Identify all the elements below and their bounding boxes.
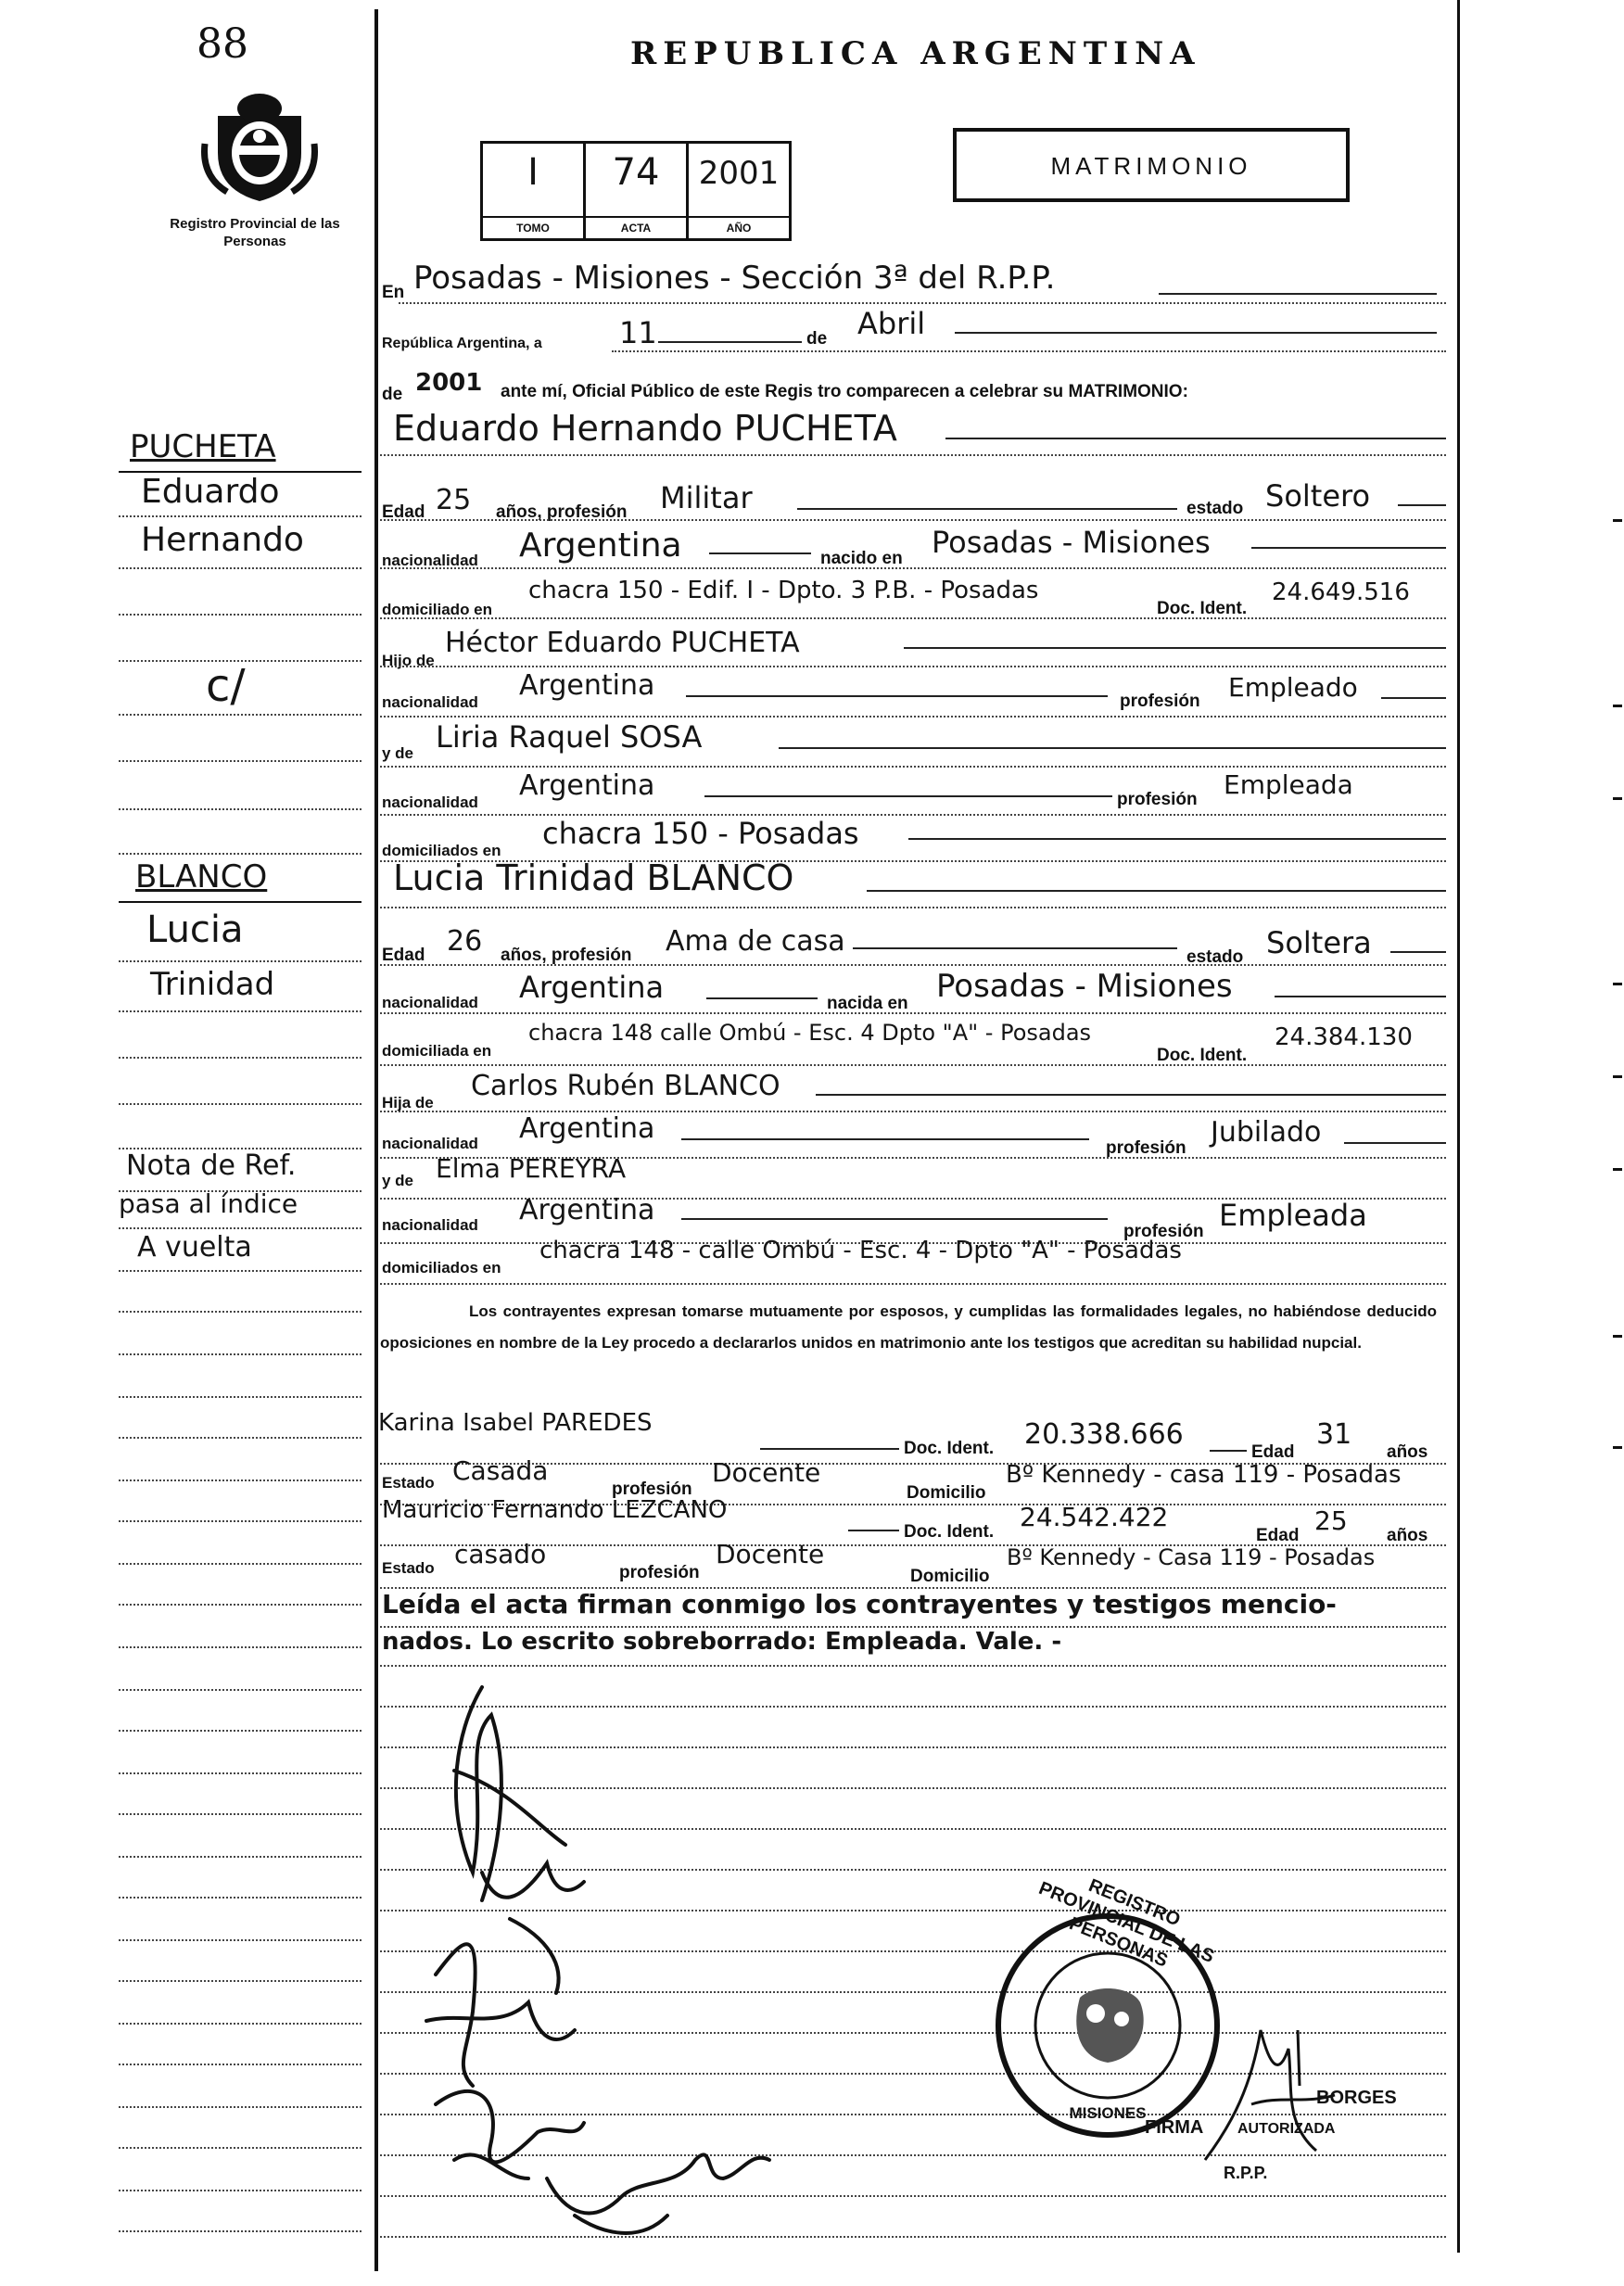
dotted-line xyxy=(380,766,1446,768)
label-edad: Edad xyxy=(382,502,425,522)
witness-2-domicilio: Bº Kennedy - Casa 119 - Posadas xyxy=(1007,1544,1376,1570)
left-margin-rule xyxy=(374,9,378,2271)
margin-rule xyxy=(119,1057,362,1059)
witness-1-name: Karina Isabel PAREDES xyxy=(378,1409,653,1437)
margin-note-1: Nota de Ref. xyxy=(126,1149,297,1182)
bride-parents-domicilio: chacra 148 - calle Ombú - Esc. 4 - Dpto "A" - Posadas xyxy=(539,1237,1182,1264)
dotted-line xyxy=(380,567,1446,569)
acta-cell xyxy=(586,144,689,238)
dotted-line xyxy=(399,302,1446,304)
dotted-line xyxy=(380,814,1446,816)
seal-inner-text: MISIONES xyxy=(1069,2104,1147,2122)
margin-rule xyxy=(119,614,362,616)
margin-rule xyxy=(119,1480,362,1481)
label-nacionalidad: nacionalidad xyxy=(382,994,478,1011)
label-edad: Edad xyxy=(1256,1526,1300,1545)
edge-tick xyxy=(1613,519,1622,522)
margin-rule xyxy=(119,1103,362,1105)
dash xyxy=(1275,996,1446,997)
label-domicilio: Domicilio xyxy=(907,1483,986,1503)
dash xyxy=(1159,293,1437,295)
margin-bride-surname: BLANCO xyxy=(135,858,268,895)
margin-rule xyxy=(119,2106,362,2108)
dotted-line xyxy=(380,454,1446,456)
label-republica: República Argentina, a xyxy=(382,336,542,351)
bride-full-name: Lucia Trinidad BLANCO xyxy=(393,857,794,898)
bride-nacida-en: Posadas - Misiones xyxy=(936,968,1233,1005)
margin-rule xyxy=(119,1939,362,1941)
label-hija-de: Hija de xyxy=(382,1094,434,1111)
tomo-value: I xyxy=(527,151,539,194)
label-en: En xyxy=(382,283,405,302)
ano-value: 2001 xyxy=(698,155,780,192)
right-margin-rule xyxy=(1457,0,1460,2253)
margin-bride-given2: Trinidad xyxy=(150,966,275,1003)
label-estado: estado xyxy=(1186,499,1244,518)
groom-mother: Liria Raquel SOSA xyxy=(436,719,703,755)
label-nacionalidad: nacionalidad xyxy=(382,693,478,711)
bride-mother-profesion: Empleada xyxy=(1219,1198,1367,1233)
dotted-line xyxy=(380,716,1446,718)
dotted-line xyxy=(380,964,1446,966)
document-title: REPUBLICA ARGENTINA xyxy=(630,35,1201,72)
margin-rule xyxy=(119,1563,362,1565)
label-domiciliados: domiciliados en xyxy=(382,842,501,859)
witness-1-estado: Casada xyxy=(452,1455,549,1486)
witness-1-domicilio: Bº Kennedy - casa 119 - Posadas xyxy=(1006,1461,1402,1489)
bride-edad: 26 xyxy=(447,925,483,958)
dash xyxy=(1398,504,1446,506)
act-type-box xyxy=(953,128,1350,202)
bride-father: Carlos Rubén BLANCO xyxy=(471,1070,780,1102)
label-anos: años xyxy=(1387,1526,1428,1545)
margin-rule xyxy=(119,1227,362,1229)
label-y-de: y de xyxy=(382,744,414,762)
dash xyxy=(706,997,818,999)
margin-rule xyxy=(119,2023,362,2025)
groom-father: Héctor Eduardo PUCHETA xyxy=(445,627,800,659)
groom-full-name: Eduardo Hernando PUCHETA xyxy=(393,408,897,449)
dash xyxy=(1344,1142,1446,1144)
bride-nacionalidad: Argentina xyxy=(519,970,665,1005)
edge-tick xyxy=(1613,1335,1622,1338)
margin-rule xyxy=(119,1730,362,1732)
dash xyxy=(904,647,1446,649)
reference-box xyxy=(480,141,792,241)
edge-tick xyxy=(1613,983,1622,985)
place: Posadas - Misiones - Sección 3ª del R.P.P. xyxy=(413,260,1056,297)
label-edad: Edad xyxy=(382,946,425,965)
margin-rule xyxy=(119,1604,362,1606)
margin-rule xyxy=(119,2190,362,2191)
acta-label: ACTA xyxy=(586,216,686,238)
dotted-line xyxy=(380,617,1446,619)
label-profesion: profesión xyxy=(1117,790,1198,809)
page-number: 88 xyxy=(197,20,248,68)
dotted-line xyxy=(380,519,1446,521)
dash xyxy=(709,552,811,554)
margin-rule xyxy=(119,960,362,962)
margin-rule xyxy=(119,1856,362,1858)
witness-2-profesion: Docente xyxy=(716,1539,825,1569)
label-doc: Doc. Ident. xyxy=(1157,599,1248,618)
dash xyxy=(1381,697,1446,699)
edge-tick xyxy=(1613,1168,1622,1171)
groom-doc: 24.649.516 xyxy=(1272,578,1410,606)
label-de: de xyxy=(806,329,828,349)
witness-2-doc: 24.542.422 xyxy=(1020,1502,1169,1532)
label-anos-profesion: años, profesión xyxy=(496,502,628,522)
registry-name: Registro Provincial de las Personas xyxy=(170,216,340,249)
margin-rule xyxy=(119,1980,362,1982)
margin-rule xyxy=(119,1396,362,1398)
margin-bride-given1: Lucia xyxy=(146,908,244,951)
edge-tick xyxy=(1613,797,1622,800)
day: 11 xyxy=(619,315,657,350)
label-doc: Doc. Ident. xyxy=(904,1439,995,1458)
dash xyxy=(686,695,1108,697)
margin-rule xyxy=(119,567,362,569)
month: Abril xyxy=(857,306,926,341)
label-domiciliados: domiciliados en xyxy=(382,1259,501,1276)
dotted-line xyxy=(380,1012,1446,1014)
label-nacionalidad: nacionalidad xyxy=(382,552,478,569)
groom-edad: 25 xyxy=(436,484,472,516)
groom-nacido-en: Posadas - Misiones xyxy=(932,525,1211,560)
groom-profesion: Militar xyxy=(660,480,753,515)
label-estado: estado xyxy=(1186,947,1244,967)
official-line-1: FIRMA xyxy=(1145,2117,1204,2138)
margin-note-2: pasa al índice xyxy=(119,1188,298,1219)
margin-rule xyxy=(119,808,362,810)
dash xyxy=(704,795,1112,797)
groom-parents-domicilio: chacra 150 - Posadas xyxy=(542,816,859,851)
label-domiciliado: domiciliado en xyxy=(382,601,493,618)
dash xyxy=(681,1138,1089,1140)
label-profesion: profesión xyxy=(1106,1138,1186,1158)
margin-groom-surname: PUCHETA xyxy=(130,428,276,465)
label-nacionalidad: nacionalidad xyxy=(382,794,478,811)
margin-rule xyxy=(119,1897,362,1899)
dotted-line xyxy=(380,666,1446,667)
signatures xyxy=(399,1659,1047,2253)
margin-rule xyxy=(119,1772,362,1774)
dash xyxy=(681,1218,1108,1220)
margin-rule xyxy=(119,1311,362,1313)
edge-tick xyxy=(1613,1075,1622,1078)
edge-tick xyxy=(1613,705,1622,707)
label-profesion: profesión xyxy=(612,1480,692,1499)
bride-mother: Elma PEREYRA xyxy=(436,1153,627,1184)
year: 2001 xyxy=(415,369,483,397)
dash xyxy=(1251,547,1446,549)
dash xyxy=(1390,951,1446,953)
label-nacida: nacida en xyxy=(827,994,908,1013)
margin-rule xyxy=(119,1010,362,1012)
groom-domicilio: chacra 150 - Edif. I - Dpto. 3 P.B. - Posadas xyxy=(528,577,1039,604)
groom-father-profesion: Empleado xyxy=(1228,672,1358,703)
dash xyxy=(1210,1450,1247,1452)
witness-2-name: Mauricio Fernando LEZCANO xyxy=(382,1496,728,1524)
margin-rule xyxy=(119,714,362,716)
dotted-line xyxy=(612,350,1446,352)
official-line-3: R.P.P. xyxy=(1224,2164,1268,2182)
dash xyxy=(779,747,1446,749)
bride-father-profesion: Jubilado xyxy=(1211,1116,1322,1149)
margin-rule xyxy=(119,1270,362,1272)
dotted-line xyxy=(380,907,1446,908)
label-hijo-de: Hijo de xyxy=(382,652,435,669)
act-type: MATRIMONIO xyxy=(1050,152,1252,180)
margin-separator: c/ xyxy=(206,660,246,712)
official-line-2: AUTORIZADA xyxy=(1237,2121,1336,2137)
label-doc: Doc. Ident. xyxy=(1157,1046,1248,1065)
label-domicilio: Domicilio xyxy=(910,1567,990,1586)
label-nacido: nacido en xyxy=(820,549,903,568)
margin-rule xyxy=(119,2147,362,2149)
margin-rule xyxy=(119,515,362,517)
margin-rule xyxy=(119,1353,362,1355)
dotted-line xyxy=(380,1064,1446,1066)
bride-domicilio: chacra 148 calle Ombú - Esc. 4 Dpto "A" - Posadas xyxy=(528,1020,1092,1046)
groom-nacionalidad: Argentina xyxy=(519,527,682,565)
margin-groom-given1: Eduardo xyxy=(141,473,280,511)
bride-profesion: Ama de casa xyxy=(666,925,845,958)
dash xyxy=(848,1530,899,1531)
label-profesion: profesión xyxy=(1123,1222,1204,1241)
witness-2-estado: casado xyxy=(454,1539,547,1569)
label-nacionalidad: nacionalidad xyxy=(382,1216,478,1234)
groom-father-nacionalidad: Argentina xyxy=(519,669,655,702)
margin-rule xyxy=(119,760,362,762)
witness-2-edad: 25 xyxy=(1314,1505,1348,1536)
margin-groom-given2: Hernando xyxy=(141,521,304,559)
bride-doc: 24.384.130 xyxy=(1275,1023,1413,1051)
label-profesion: profesión xyxy=(1120,692,1200,711)
seal-ring-text: REGISTRO PROVINCIAL DE LAS PERSONAS xyxy=(1035,1874,1217,1972)
margin-rule xyxy=(119,1813,362,1815)
bride-father-nacionalidad: Argentina xyxy=(519,1112,655,1145)
label-nacionalidad: nacionalidad xyxy=(382,1135,478,1152)
closing-line-1: Leída el acta firman conmigo los contrayentes y testigos mencio- xyxy=(382,1589,1337,1619)
dash xyxy=(658,341,802,343)
label-y-de: y de xyxy=(382,1172,414,1189)
dash xyxy=(853,947,1177,949)
statement: ante mí, Oficial Público de este Regis tro comparecen a celebrar su MATRIMONIO: xyxy=(501,382,1188,401)
bride-estado: Soltera xyxy=(1266,925,1372,960)
margin-rule xyxy=(119,1689,362,1691)
margin-rule xyxy=(119,660,362,662)
witness-1-profesion: Docente xyxy=(712,1457,821,1488)
dash xyxy=(797,508,1177,510)
margin-rule xyxy=(119,1646,362,1648)
dash xyxy=(816,1094,1446,1096)
margin-note-3: A vuelta xyxy=(137,1231,252,1264)
label-estado: Estado xyxy=(382,1559,435,1577)
margin-rule xyxy=(119,1437,362,1439)
margin-rule xyxy=(119,853,362,855)
witness-1-doc: 20.338.666 xyxy=(1024,1418,1184,1451)
label-de-year: de xyxy=(382,385,403,404)
label-profesion: profesión xyxy=(619,1563,700,1582)
closing-line-2: nados. Lo escrito sobreborrado: Empleada. Vale. - xyxy=(382,1628,1062,1656)
dotted-line xyxy=(380,1283,1446,1285)
label-doc: Doc. Ident. xyxy=(904,1522,995,1542)
label-anos: años xyxy=(1387,1442,1428,1462)
declaration-text: Los contrayentes expresan tomarse mutuamente por esposos, y cumplidas las formalidades legales, no habiéndose deducido oposiciones en nombre de la Ley procedo a declararlos unidos en matrimonio ante los testigos que acreditan su habilidad nupcial. xyxy=(380,1302,1437,1352)
groom-estado: Soltero xyxy=(1265,478,1371,514)
dash xyxy=(908,838,1446,840)
registry-emblem xyxy=(199,88,320,204)
margin-rule xyxy=(119,1520,362,1522)
tomo-cell xyxy=(483,144,586,238)
margin-rule xyxy=(119,2064,362,2065)
label-domiciliada: domiciliada en xyxy=(382,1042,492,1060)
dash xyxy=(945,438,1446,439)
label-estado: Estado xyxy=(382,1474,435,1492)
acta-value: 74 xyxy=(612,151,660,194)
ano-label: AÑO xyxy=(689,216,789,238)
witness-1-edad: 31 xyxy=(1316,1418,1352,1451)
margin-rule xyxy=(119,2230,362,2232)
edge-tick xyxy=(1613,1446,1622,1449)
dash xyxy=(760,1448,899,1450)
groom-mother-profesion: Empleada xyxy=(1224,769,1353,800)
groom-mother-nacionalidad: Argentina xyxy=(519,769,655,802)
margin-rule xyxy=(119,901,362,903)
tomo-label: TOMO xyxy=(483,216,583,238)
label-edad: Edad xyxy=(1251,1442,1295,1462)
official-name: BORGES xyxy=(1316,2088,1397,2108)
bride-mother-nacionalidad: Argentina xyxy=(519,1194,655,1226)
dash xyxy=(955,332,1437,334)
label-anos-profesion: años, profesión xyxy=(501,946,632,965)
ano-cell xyxy=(689,144,789,238)
dash xyxy=(867,890,1446,892)
